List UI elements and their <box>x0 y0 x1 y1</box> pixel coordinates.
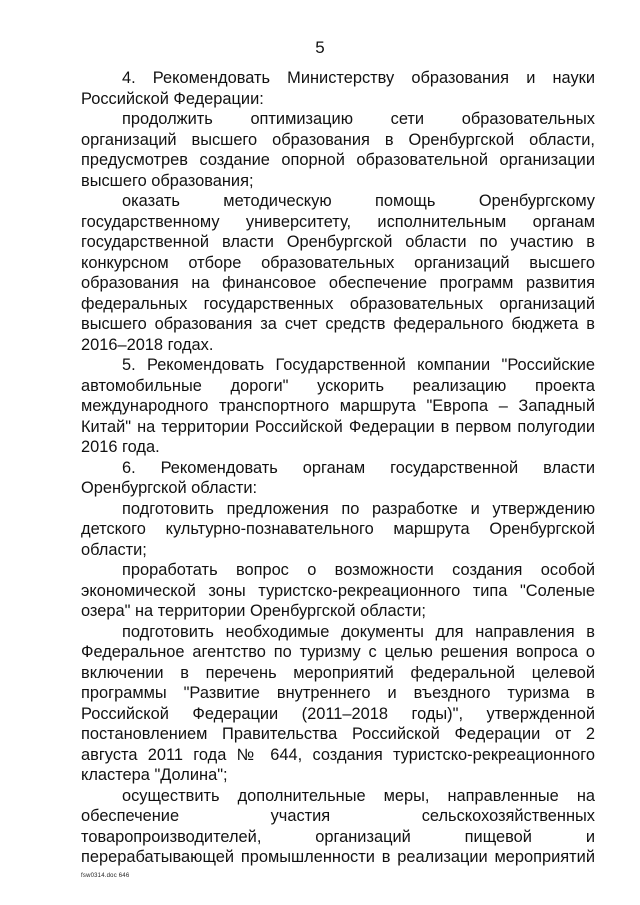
document-body <box>81 68 595 868</box>
footer-file-reference: fsw0314.doc 646 <box>81 873 130 879</box>
paragraph-additional-measures: осуществить дополнительные меры, направленные на обеспечение участия сельскохозяйственных товаропроизводителей, организаций пищевой и перерабатывающей промышленности в реализации мероприятий <box>81 786 595 866</box>
paragraph-continue-optimization: продолжить оптимизацию сети образовательных организаций высшего образования в Оренбургской области, предусмотрев создание опорной образовательной организации высшего образования; <box>81 110 595 190</box>
paragraph-item-4: 4. Рекомендовать Министерству образования и науки Российской Федерации: <box>81 69 595 108</box>
paragraph-item-5: 5. Рекомендовать Государственной компании "Российские автомобильные дороги" ускорить реализацию проекта международного транспортного маршрута "Европа – Западный Китай" на территории Российской Федерации в первом полугодии 2016 года. <box>81 356 595 456</box>
page-number: 5 <box>315 38 325 57</box>
paragraph-special-zone: проработать вопрос о возможности создания особой экономической зоны туристско-рекреационного типа "Соленые озера" на территории Оренбургской области; <box>81 561 595 620</box>
paragraph-children-route: подготовить предложения по разработке и утверждению детского культурно-познавательного маршрута Оренбургской области; <box>81 499 595 559</box>
paragraph-item-6: 6. Рекомендовать органам государственной власти Оренбургской области: <box>81 458 595 497</box>
paragraph-methodical-help: оказать методическую помощь Оренбургскому государственному университету, исполнительным органам государственной власти Оренбургской области по участию в конкурсном отборе образовательных организаций высшего образования на финансовое обеспечение программ развития федеральных государственных образовательных организаций высшего образования за счет средств федерального бюджета в 2016–2018 годах. <box>81 192 595 354</box>
paragraph-tourism-agency: подготовить необходимые документы для направления в Федеральное агентство по туризму с целью решения вопроса о включении в перечень мероприятий федеральной целевой программы "Развитие внутреннего и въездного туризма в Российской Федерации (2011–2018 годы)", утвержденной постановлением Правительства Российской Федерации от 2 августа 2011 года № 644, создания туристско-рекреационного кластера "Долина"; <box>81 622 595 784</box>
